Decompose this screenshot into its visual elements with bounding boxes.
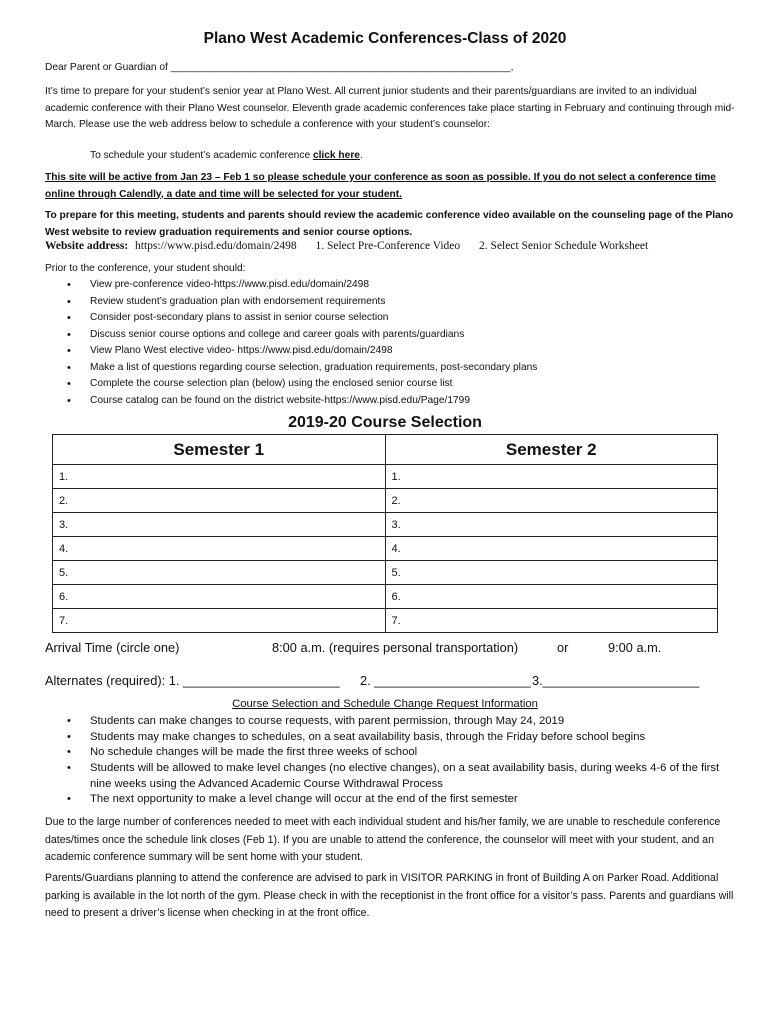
semester-2-slot[interactable]: 7. xyxy=(385,609,718,633)
table-row xyxy=(53,513,718,537)
alternates-field-1[interactable]: Alternates (required): 1. ______________________ xyxy=(45,673,340,688)
semester-1-slot[interactable]: 1. xyxy=(53,465,386,489)
course-selection-table xyxy=(52,434,718,633)
list-item: • The next opportunity to make a level change will occur at the end of the first semester xyxy=(45,792,725,808)
semester-1-slot[interactable]: 3. xyxy=(53,513,386,537)
list-item: • Discuss senior course options and college and career goals with parents/guardians xyxy=(45,327,537,344)
step-senior-schedule-worksheet: 2. Select Senior Schedule Worksheet xyxy=(479,240,649,252)
change-info-list xyxy=(45,714,725,808)
click-here-link[interactable]: click here xyxy=(312,150,360,161)
list-item: • Consider post-secondary plans to assist in senior course selection xyxy=(45,310,537,327)
arrival-label: Arrival Time (circle one) xyxy=(45,640,180,655)
semester-2-slot[interactable]: 4. xyxy=(385,537,718,561)
semester-1-slot[interactable]: 6. xyxy=(53,585,386,609)
semester-2-slot[interactable]: 6. xyxy=(385,585,718,609)
semester-1-slot[interactable]: 2. xyxy=(53,489,386,513)
semester-1-slot[interactable]: 7. xyxy=(53,609,386,633)
table-row xyxy=(53,537,718,561)
semester-1-slot[interactable]: 5. xyxy=(53,561,386,585)
website-url-link[interactable]: https://www.pisd.edu/domain/2498 xyxy=(135,240,297,252)
intro-paragraph: It’s time to prepare for your student’s senior year at Plano West. All current junior students and their parents/guardians are invited to an individual academic conference with their Plano West counselor. Eleventh grade academic conferences take place starting in February and continuing through mid- March. Please use the web address below to schedule a conference with your student’s counselor: xyxy=(45,86,735,130)
list-item: • Complete the course selection plan (below) using the enclosed senior course list xyxy=(45,376,537,393)
semester-2-slot[interactable]: 3. xyxy=(385,513,718,537)
table-header-row xyxy=(53,435,718,465)
semester-2-slot[interactable]: 5. xyxy=(385,561,718,585)
arrival-option-9am[interactable]: 9:00 a.m. xyxy=(608,640,662,655)
table-row xyxy=(53,561,718,585)
table-row xyxy=(53,609,718,633)
list-item: • Make a list of questions regarding course selection, graduation requirements, post-secondary plans xyxy=(45,360,537,377)
website-line xyxy=(45,240,648,252)
table-row xyxy=(53,489,718,513)
prior-heading: Prior to the conference, your student should: xyxy=(45,263,246,274)
prior-checklist xyxy=(45,277,537,409)
availability-notice: This site will be active from Jan 23 – Feb 1 so please schedule your conference as soon as possible. If you do not select a conference time online through Calendly, a date and time will be selected for your student. xyxy=(45,172,716,200)
semester-2-slot[interactable]: 2. xyxy=(385,489,718,513)
list-item: • Course catalog can be found on the district website-https://www.pisd.edu/Page/1799 xyxy=(45,393,537,410)
list-item: • View Plano West elective video- https://www.pisd.edu/domain/2498 xyxy=(45,343,537,360)
schedule-end: . xyxy=(359,150,363,161)
step-pre-conference-video: 1. Select Pre-Conference Video xyxy=(315,240,461,252)
website-label: Website address: xyxy=(45,240,129,252)
semester-2-slot[interactable]: 1. xyxy=(385,465,718,489)
prepare-paragraph: To prepare for this meeting, students and parents should review the academic conference video available on the counseling page of the Plano West website to review graduation requirements and senior course options. xyxy=(45,210,734,238)
alternates-field-3[interactable]: 3.______________________ xyxy=(532,673,700,688)
list-item: • Review student’s graduation plan with endorsement requirements xyxy=(45,294,537,311)
table-row xyxy=(53,585,718,609)
list-item: • View pre-conference video-https://www.pisd.edu/domain/2498 xyxy=(45,277,537,294)
list-item: • Students may make changes to schedules, on a seat availability basis, through the Friday before school begins xyxy=(45,730,725,746)
course-selection-title: 2019-20 Course Selection xyxy=(288,414,482,431)
semester-1-header: Semester 1 xyxy=(53,435,386,465)
arrival-or: or xyxy=(557,640,569,655)
table-row xyxy=(53,465,718,489)
page-title: Plano West Academic Conferences-Class of 2020 xyxy=(203,30,567,47)
list-item: • No schedule changes will be made the first three weeks of school xyxy=(45,745,725,761)
schedule-text: To schedule your student’s academic conference xyxy=(90,150,313,161)
list-item: • Students will be allowed to make level changes (no elective changes), on a seat availability basis, during weeks 4-6 of the first nine weeks using the Advanced Academic Course Withdrawal Process xyxy=(45,761,725,792)
reschedule-paragraph: Due to the large number of conferences needed to meet with each individual student and his/her family, we are unable to reschedule conference dates/times once the schedule link closes (Feb 1). If you are unable to attend the conference, the counselor will meet with your student, and an academic conference summary will be sent home with your student. xyxy=(45,816,721,863)
semester-1-slot[interactable]: 4. xyxy=(53,537,386,561)
parking-paragraph: Parents/Guardians planning to attend the conference are advised to park in VISITOR PARKING in front of Building A on Parker Road. Additional parking is available in the lot north of the gym. Please check in with the receptionist in the front office for a visitor’s pass. Parents and guardians will need to present a driver’s license when checking in at the front office. xyxy=(45,872,734,919)
greeting-line: Dear Parent or Guardian of ____________________________________________________________, xyxy=(45,62,514,73)
list-item: • Students can make changes to course requests, with parent permission, through May 24, 2019 xyxy=(45,714,725,730)
change-info-heading: Course Selection and Schedule Change Request Information xyxy=(232,698,538,710)
semester-2-header: Semester 2 xyxy=(385,435,718,465)
alternates-field-2[interactable]: 2. ______________________ xyxy=(360,673,531,688)
schedule-line xyxy=(90,148,363,165)
arrival-option-8am[interactable]: 8:00 a.m. (requires personal transportation) xyxy=(272,640,519,655)
